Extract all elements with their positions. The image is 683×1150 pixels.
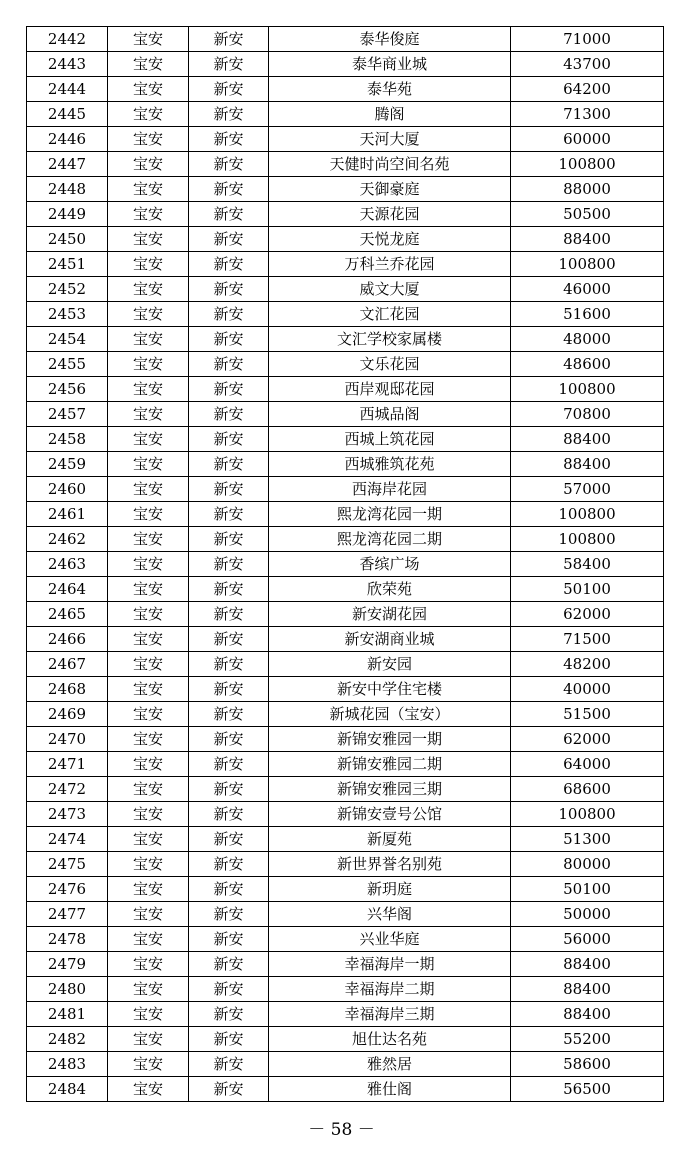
property-name-cell: 文乐花园 [269, 352, 511, 377]
district-cell: 宝安 [108, 102, 189, 127]
property-name-cell: 天悦龙庭 [269, 227, 511, 252]
district-cell: 宝安 [108, 502, 189, 527]
subdistrict-cell: 新安 [189, 452, 269, 477]
row-number-cell: 2478 [27, 927, 108, 952]
price-cell: 100800 [511, 377, 664, 402]
table-row [27, 302, 664, 327]
price-cell: 88400 [511, 952, 664, 977]
row-number-cell: 2468 [27, 677, 108, 702]
row-number-cell: 2474 [27, 827, 108, 852]
price-cell: 51600 [511, 302, 664, 327]
table-row [27, 702, 664, 727]
table-row [27, 77, 664, 102]
row-number-cell: 2454 [27, 327, 108, 352]
subdistrict-cell: 新安 [189, 777, 269, 802]
price-cell: 70800 [511, 402, 664, 427]
property-name-cell: 泰华俊庭 [269, 27, 511, 52]
row-number-cell: 2469 [27, 702, 108, 727]
row-number-cell: 2480 [27, 977, 108, 1002]
row-number-cell: 2466 [27, 627, 108, 652]
district-cell: 宝安 [108, 602, 189, 627]
table-row [27, 352, 664, 377]
district-cell: 宝安 [108, 227, 189, 252]
table-row [27, 977, 664, 1002]
table-row [27, 327, 664, 352]
district-cell: 宝安 [108, 402, 189, 427]
price-cell: 56000 [511, 927, 664, 952]
subdistrict-cell: 新安 [189, 152, 269, 177]
subdistrict-cell: 新安 [189, 77, 269, 102]
price-cell: 55200 [511, 1027, 664, 1052]
price-cell: 88400 [511, 452, 664, 477]
subdistrict-cell: 新安 [189, 202, 269, 227]
subdistrict-cell: 新安 [189, 602, 269, 627]
district-cell: 宝安 [108, 527, 189, 552]
subdistrict-cell: 新安 [189, 277, 269, 302]
row-number-cell: 2483 [27, 1052, 108, 1077]
district-cell: 宝安 [108, 277, 189, 302]
property-name-cell: 幸福海岸二期 [269, 977, 511, 1002]
district-cell: 宝安 [108, 752, 189, 777]
row-number-cell: 2459 [27, 452, 108, 477]
property-name-cell: 天御豪庭 [269, 177, 511, 202]
subdistrict-cell: 新安 [189, 977, 269, 1002]
district-cell: 宝安 [108, 452, 189, 477]
price-cell: 51300 [511, 827, 664, 852]
district-cell: 宝安 [108, 627, 189, 652]
price-cell: 50500 [511, 202, 664, 227]
property-name-cell: 幸福海岸三期 [269, 1002, 511, 1027]
price-cell: 50000 [511, 902, 664, 927]
table-row [27, 227, 664, 252]
table-row [27, 677, 664, 702]
table-row [27, 277, 664, 302]
table-row [27, 927, 664, 952]
price-cell: 88400 [511, 427, 664, 452]
property-name-cell: 新安中学住宅楼 [269, 677, 511, 702]
subdistrict-cell: 新安 [189, 427, 269, 452]
property-name-cell: 新锦安壹号公馆 [269, 802, 511, 827]
row-number-cell: 2477 [27, 902, 108, 927]
district-cell: 宝安 [108, 852, 189, 877]
subdistrict-cell: 新安 [189, 402, 269, 427]
property-name-cell: 香缤广场 [269, 552, 511, 577]
subdistrict-cell: 新安 [189, 1002, 269, 1027]
district-cell: 宝安 [108, 352, 189, 377]
row-number-cell: 2481 [27, 1002, 108, 1027]
subdistrict-cell: 新安 [189, 27, 269, 52]
row-number-cell: 2451 [27, 252, 108, 277]
price-cell: 100800 [511, 802, 664, 827]
row-number-cell: 2443 [27, 52, 108, 77]
district-cell: 宝安 [108, 202, 189, 227]
property-name-cell: 新锦安雅园三期 [269, 777, 511, 802]
district-cell: 宝安 [108, 802, 189, 827]
subdistrict-cell: 新安 [189, 1077, 269, 1102]
table-row [27, 427, 664, 452]
district-cell: 宝安 [108, 27, 189, 52]
price-cell: 40000 [511, 677, 664, 702]
district-cell: 宝安 [108, 1077, 189, 1102]
property-name-cell: 新锦安雅园二期 [269, 752, 511, 777]
district-cell: 宝安 [108, 977, 189, 1002]
table-row [27, 252, 664, 277]
price-cell: 88400 [511, 977, 664, 1002]
row-number-cell: 2452 [27, 277, 108, 302]
property-name-cell: 新玥庭 [269, 877, 511, 902]
subdistrict-cell: 新安 [189, 1052, 269, 1077]
price-cell: 58400 [511, 552, 664, 577]
row-number-cell: 2473 [27, 802, 108, 827]
table-row [27, 377, 664, 402]
row-number-cell: 2462 [27, 527, 108, 552]
property-name-cell: 腾阁 [269, 102, 511, 127]
district-cell: 宝安 [108, 1052, 189, 1077]
table-row [27, 727, 664, 752]
price-cell: 50100 [511, 577, 664, 602]
price-cell: 100800 [511, 152, 664, 177]
price-table [26, 26, 664, 1102]
row-number-cell: 2470 [27, 727, 108, 752]
district-cell: 宝安 [108, 177, 189, 202]
table-row [27, 902, 664, 927]
table-row [27, 52, 664, 77]
table-row [27, 827, 664, 852]
table-row [27, 177, 664, 202]
property-name-cell: 幸福海岸一期 [269, 952, 511, 977]
table-row [27, 852, 664, 877]
table-row [27, 652, 664, 677]
price-cell: 57000 [511, 477, 664, 502]
property-name-cell: 西城上筑花园 [269, 427, 511, 452]
district-cell: 宝安 [108, 1002, 189, 1027]
district-cell: 宝安 [108, 77, 189, 102]
table-row [27, 477, 664, 502]
table-row [27, 1027, 664, 1052]
row-number-cell: 2460 [27, 477, 108, 502]
property-name-cell: 威文大厦 [269, 277, 511, 302]
price-cell: 68600 [511, 777, 664, 802]
price-cell: 48600 [511, 352, 664, 377]
subdistrict-cell: 新安 [189, 102, 269, 127]
subdistrict-cell: 新安 [189, 627, 269, 652]
table-row [27, 552, 664, 577]
row-number-cell: 2453 [27, 302, 108, 327]
table-row [27, 627, 664, 652]
property-name-cell: 雅然居 [269, 1052, 511, 1077]
row-number-cell: 2484 [27, 1077, 108, 1102]
district-cell: 宝安 [108, 427, 189, 452]
property-name-cell: 兴业华庭 [269, 927, 511, 952]
price-cell: 71000 [511, 27, 664, 52]
subdistrict-cell: 新安 [189, 827, 269, 852]
district-cell: 宝安 [108, 127, 189, 152]
property-name-cell: 万科兰乔花园 [269, 252, 511, 277]
subdistrict-cell: 新安 [189, 902, 269, 927]
subdistrict-cell: 新安 [189, 652, 269, 677]
table-row [27, 127, 664, 152]
subdistrict-cell: 新安 [189, 502, 269, 527]
district-cell: 宝安 [108, 927, 189, 952]
price-cell: 62000 [511, 727, 664, 752]
subdistrict-cell: 新安 [189, 252, 269, 277]
subdistrict-cell: 新安 [189, 227, 269, 252]
property-name-cell: 文汇学校家属楼 [269, 327, 511, 352]
price-cell: 46000 [511, 277, 664, 302]
row-number-cell: 2447 [27, 152, 108, 177]
row-number-cell: 2479 [27, 952, 108, 977]
property-name-cell: 新厦苑 [269, 827, 511, 852]
table-row [27, 27, 664, 52]
subdistrict-cell: 新安 [189, 352, 269, 377]
price-cell: 58600 [511, 1052, 664, 1077]
row-number-cell: 2458 [27, 427, 108, 452]
row-number-cell: 2464 [27, 577, 108, 602]
table-row [27, 752, 664, 777]
table-row [27, 402, 664, 427]
district-cell: 宝安 [108, 827, 189, 852]
table-row [27, 952, 664, 977]
row-number-cell: 2467 [27, 652, 108, 677]
district-cell: 宝安 [108, 577, 189, 602]
price-table-container [26, 26, 663, 1102]
row-number-cell: 2482 [27, 1027, 108, 1052]
district-cell: 宝安 [108, 727, 189, 752]
property-name-cell: 文汇花园 [269, 302, 511, 327]
district-cell: 宝安 [108, 552, 189, 577]
district-cell: 宝安 [108, 702, 189, 727]
table-row [27, 502, 664, 527]
subdistrict-cell: 新安 [189, 552, 269, 577]
subdistrict-cell: 新安 [189, 702, 269, 727]
district-cell: 宝安 [108, 327, 189, 352]
row-number-cell: 2471 [27, 752, 108, 777]
property-name-cell: 泰华苑 [269, 77, 511, 102]
price-cell: 88400 [511, 1002, 664, 1027]
district-cell: 宝安 [108, 302, 189, 327]
table-row [27, 527, 664, 552]
property-name-cell: 新安湖花园 [269, 602, 511, 627]
row-number-cell: 2449 [27, 202, 108, 227]
property-name-cell: 天河大厦 [269, 127, 511, 152]
price-cell: 71500 [511, 627, 664, 652]
price-cell: 62000 [511, 602, 664, 627]
subdistrict-cell: 新安 [189, 727, 269, 752]
property-name-cell: 新城花园（宝安） [269, 702, 511, 727]
property-name-cell: 熙龙湾花园二期 [269, 527, 511, 552]
price-cell: 100800 [511, 502, 664, 527]
table-row [27, 577, 664, 602]
row-number-cell: 2465 [27, 602, 108, 627]
subdistrict-cell: 新安 [189, 802, 269, 827]
subdistrict-cell: 新安 [189, 127, 269, 152]
row-number-cell: 2444 [27, 77, 108, 102]
row-number-cell: 2448 [27, 177, 108, 202]
price-cell: 100800 [511, 252, 664, 277]
district-cell: 宝安 [108, 877, 189, 902]
district-cell: 宝安 [108, 477, 189, 502]
row-number-cell: 2475 [27, 852, 108, 877]
table-row [27, 152, 664, 177]
subdistrict-cell: 新安 [189, 377, 269, 402]
subdistrict-cell: 新安 [189, 577, 269, 602]
subdistrict-cell: 新安 [189, 952, 269, 977]
district-cell: 宝安 [108, 252, 189, 277]
property-name-cell: 熙龙湾花园一期 [269, 502, 511, 527]
district-cell: 宝安 [108, 652, 189, 677]
price-cell: 100800 [511, 527, 664, 552]
table-row [27, 452, 664, 477]
district-cell: 宝安 [108, 952, 189, 977]
subdistrict-cell: 新安 [189, 752, 269, 777]
row-number-cell: 2446 [27, 127, 108, 152]
property-name-cell: 西城品阁 [269, 402, 511, 427]
row-number-cell: 2442 [27, 27, 108, 52]
subdistrict-cell: 新安 [189, 302, 269, 327]
property-name-cell: 新世界誉名别苑 [269, 852, 511, 877]
subdistrict-cell: 新安 [189, 877, 269, 902]
table-row [27, 602, 664, 627]
property-name-cell: 旭仕达名苑 [269, 1027, 511, 1052]
price-cell: 71300 [511, 102, 664, 127]
row-number-cell: 2457 [27, 402, 108, 427]
row-number-cell: 2445 [27, 102, 108, 127]
property-name-cell: 天健时尚空间名苑 [269, 152, 511, 177]
subdistrict-cell: 新安 [189, 527, 269, 552]
table-row [27, 802, 664, 827]
row-number-cell: 2472 [27, 777, 108, 802]
property-name-cell: 雅仕阁 [269, 1077, 511, 1102]
property-name-cell: 泰华商业城 [269, 52, 511, 77]
district-cell: 宝安 [108, 677, 189, 702]
subdistrict-cell: 新安 [189, 52, 269, 77]
row-number-cell: 2456 [27, 377, 108, 402]
price-cell: 88000 [511, 177, 664, 202]
table-row [27, 202, 664, 227]
table-row [27, 1077, 664, 1102]
district-cell: 宝安 [108, 52, 189, 77]
price-cell: 80000 [511, 852, 664, 877]
subdistrict-cell: 新安 [189, 677, 269, 702]
price-cell: 60000 [511, 127, 664, 152]
table-row [27, 1052, 664, 1077]
property-name-cell: 兴华阁 [269, 902, 511, 927]
table-row [27, 1002, 664, 1027]
district-cell: 宝安 [108, 152, 189, 177]
property-name-cell: 新锦安雅园一期 [269, 727, 511, 752]
district-cell: 宝安 [108, 1027, 189, 1052]
row-number-cell: 2450 [27, 227, 108, 252]
price-cell: 64200 [511, 77, 664, 102]
price-cell: 88400 [511, 227, 664, 252]
property-name-cell: 西岸观邸花园 [269, 377, 511, 402]
property-name-cell: 新安园 [269, 652, 511, 677]
price-cell: 51500 [511, 702, 664, 727]
row-number-cell: 2463 [27, 552, 108, 577]
district-cell: 宝安 [108, 777, 189, 802]
subdistrict-cell: 新安 [189, 477, 269, 502]
table-row [27, 877, 664, 902]
subdistrict-cell: 新安 [189, 1027, 269, 1052]
price-cell: 56500 [511, 1077, 664, 1102]
row-number-cell: 2455 [27, 352, 108, 377]
property-name-cell: 新安湖商业城 [269, 627, 511, 652]
table-row [27, 102, 664, 127]
subdistrict-cell: 新安 [189, 852, 269, 877]
price-cell: 43700 [511, 52, 664, 77]
row-number-cell: 2476 [27, 877, 108, 902]
property-name-cell: 西城雅筑花苑 [269, 452, 511, 477]
district-cell: 宝安 [108, 377, 189, 402]
subdistrict-cell: 新安 [189, 927, 269, 952]
subdistrict-cell: 新安 [189, 327, 269, 352]
district-cell: 宝安 [108, 902, 189, 927]
table-body [27, 27, 664, 1102]
price-cell: 48200 [511, 652, 664, 677]
price-cell: 48000 [511, 327, 664, 352]
table-row [27, 777, 664, 802]
price-cell: 50100 [511, 877, 664, 902]
row-number-cell: 2461 [27, 502, 108, 527]
page-number: － 58 － [308, 1120, 375, 1140]
property-name-cell: 天源花园 [269, 202, 511, 227]
property-name-cell: 欣荣苑 [269, 577, 511, 602]
property-name-cell: 西海岸花园 [269, 477, 511, 502]
subdistrict-cell: 新安 [189, 177, 269, 202]
price-cell: 64000 [511, 752, 664, 777]
